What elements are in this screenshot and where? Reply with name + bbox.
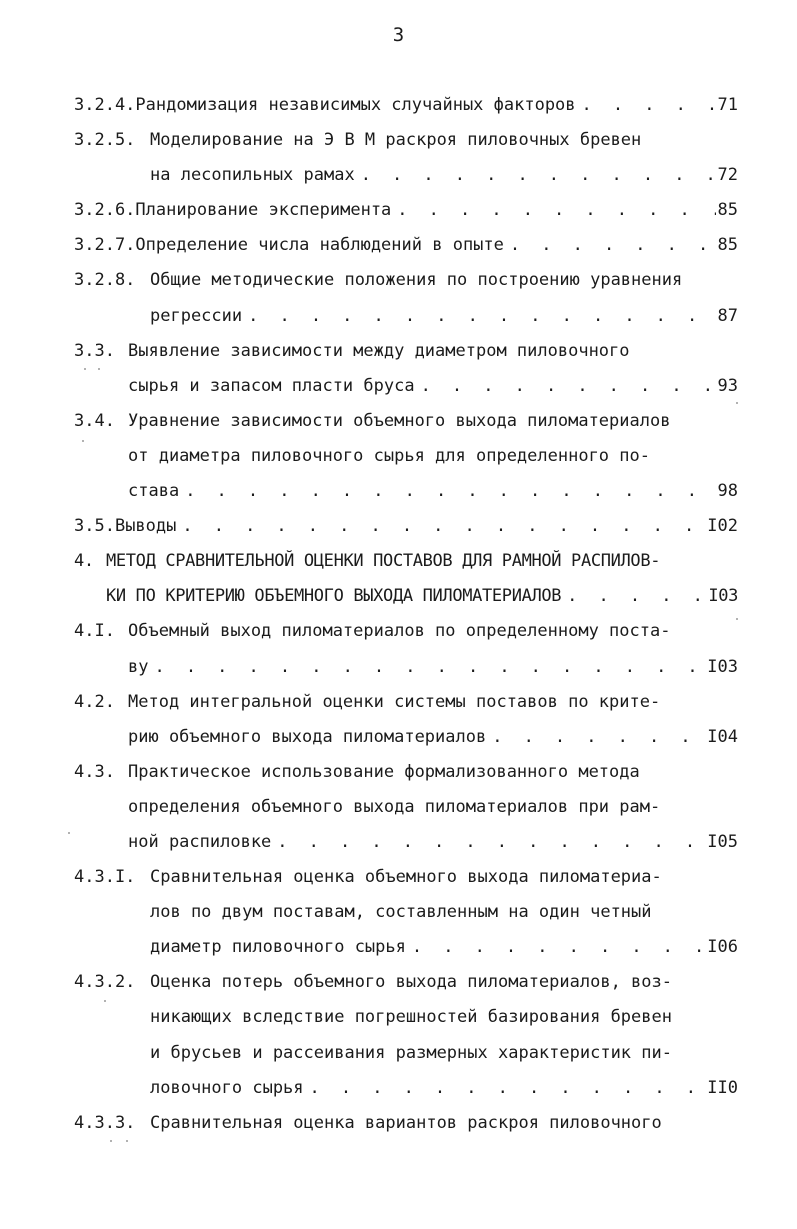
entry-title-continued: никающих вследствие погрешностей базирования бревен xyxy=(150,1007,672,1028)
toc-entry xyxy=(74,88,738,123)
entry-title: Определение числа наблюдений в опыте xyxy=(135,235,504,256)
dot-leader xyxy=(176,509,707,544)
entry-page: 98 xyxy=(717,481,738,502)
toc-entry xyxy=(74,228,738,263)
entry-number: 4.2. xyxy=(74,691,115,712)
entry-title: Сравнительная оценка объемного выхода пиломатериа- xyxy=(150,867,662,888)
entry-page: I06 xyxy=(707,937,738,958)
entry-title: Метод интегральной оценки системы поставов по крите- xyxy=(128,691,661,712)
entry-title-continued: КИ ПО КРИТЕРИЮ ОБЪЕМНОГО ВЫХОДА ПИЛОМАТЕРИАЛОВ xyxy=(106,586,562,607)
dot-leader xyxy=(271,825,707,860)
entry-title: Практическое использование формализованного метода xyxy=(128,761,640,782)
toc-entry xyxy=(74,263,738,333)
page-number: 3 xyxy=(392,24,405,46)
entry-page: 85 xyxy=(717,200,738,221)
entry-title-continued: ной распиловке xyxy=(128,831,272,852)
toc-entry xyxy=(74,334,738,404)
entry-title: Уравнение зависимости объемного выхода пиломатериалов xyxy=(128,410,671,431)
entry-number: 4.3.3. xyxy=(74,1112,136,1133)
scan-speck xyxy=(82,440,84,442)
entry-title: Моделирование на Э В М раскроя пиловочных бревен xyxy=(150,130,642,151)
scan-speck xyxy=(110,1140,112,1142)
scan-speck xyxy=(98,368,100,370)
entry-page: I02 xyxy=(707,516,738,537)
entry-title-continued: диаметр пиловочного сырья xyxy=(150,937,406,958)
entry-number: 3.5. xyxy=(74,516,115,537)
entry-page: 93 xyxy=(717,375,738,396)
toc-entry xyxy=(74,544,738,614)
scan-speck xyxy=(126,1140,128,1142)
entry-number: 3.2.5. xyxy=(74,130,136,151)
entry-number: 4.3. xyxy=(74,761,115,782)
entry-number: 3.2.4. xyxy=(74,95,136,115)
scan-speck xyxy=(736,618,738,620)
dot-leader xyxy=(242,299,716,334)
toc-entry xyxy=(74,965,738,1105)
entry-title-continued: на лесопильных рамах xyxy=(150,165,355,186)
toc-entry xyxy=(74,123,738,193)
entry-number: 4. xyxy=(74,551,94,572)
dot-leader xyxy=(355,158,716,193)
dot-leader xyxy=(561,579,708,614)
dot-leader xyxy=(304,1071,708,1106)
entry-title-continued: ловочного сырья xyxy=(150,1077,304,1098)
entry-title: МЕТОД СРАВНИТЕЛЬНОЙ ОЦЕНКИ ПОСТАВОВ ДЛЯ РАМНОЙ РАСПИЛОВ- xyxy=(106,551,661,572)
entry-number: 4.3.I. xyxy=(74,867,136,888)
toc-entry xyxy=(74,685,738,755)
scan-speck xyxy=(736,402,738,404)
scan-speck xyxy=(68,832,70,834)
entry-title-continued: от диаметра пиловочного сырья для определенного по- xyxy=(128,445,650,466)
entry-page: I05 xyxy=(707,831,738,852)
entry-title: Выявление зависимости между диаметром пиловочного xyxy=(128,340,630,361)
toc-entry xyxy=(74,509,738,544)
entry-title-continued: и брусьев и рассеивания размерных характеристик пи- xyxy=(150,1042,672,1063)
entry-page: 71 xyxy=(717,95,738,115)
entry-number: 3.2.7. xyxy=(74,235,136,256)
entry-page: 87 xyxy=(717,305,738,326)
entry-page: II0 xyxy=(707,1077,738,1098)
toc-entry xyxy=(74,755,738,860)
entry-page: I03 xyxy=(708,586,738,607)
entry-number: 3.3. xyxy=(74,340,115,361)
toc-entry xyxy=(74,404,738,509)
entry-title: Оценка потерь объемного выхода пиломатериалов, воз- xyxy=(150,972,672,993)
entry-title-continued: сырья и запасом пласти бруса xyxy=(128,375,415,396)
dot-leader xyxy=(415,369,716,404)
entry-title-continued: лов по двум поставам, составленным на один четный xyxy=(150,902,652,923)
entry-number: 3.2.8. xyxy=(74,270,136,291)
toc-entry xyxy=(74,1106,738,1141)
entry-title: Рандомизация независимых случайных факторов xyxy=(135,95,576,115)
entry-title-continued: рию объемного выхода пиломатериалов xyxy=(128,726,487,747)
entry-page: I03 xyxy=(707,656,738,677)
entry-number: 3.2.6. xyxy=(74,200,136,221)
entry-title: Общие методические положения по построению уравнения xyxy=(150,270,683,291)
entry-page: 72 xyxy=(717,165,738,186)
entry-title-continued: определения объемного выхода пиломатериалов при рам- xyxy=(128,796,661,817)
scan-speck xyxy=(84,368,86,370)
dot-leader xyxy=(391,193,716,228)
dot-leader xyxy=(486,720,707,755)
entry-title: Сравнительная оценка вариантов раскроя пиловочного xyxy=(150,1112,662,1133)
entry-title: Объемный выход пиломатериалов по определенному поста- xyxy=(128,621,671,642)
entry-title-continued: ву xyxy=(128,656,149,677)
entry-title-continued: регрессии xyxy=(150,305,243,326)
dot-leader xyxy=(179,474,716,509)
table-of-contents xyxy=(74,88,738,1141)
dot-leader xyxy=(148,650,707,685)
scan-speck xyxy=(104,1000,106,1002)
dot-leader xyxy=(504,228,716,263)
entry-number: 4.3.2. xyxy=(74,972,136,993)
toc-entry xyxy=(74,614,738,684)
entry-title-continued: става xyxy=(128,481,180,502)
toc-entry xyxy=(74,860,738,965)
dot-leader xyxy=(576,88,716,123)
entry-page: I04 xyxy=(707,726,738,747)
entry-title: Выводы xyxy=(114,516,177,537)
entry-number: 3.4. xyxy=(74,410,115,431)
entry-number: 4.I. xyxy=(74,621,115,642)
toc-entry xyxy=(74,193,738,228)
entry-page: 85 xyxy=(717,235,738,256)
entry-title: Планирование эксперимента xyxy=(135,200,392,221)
dot-leader xyxy=(406,930,707,965)
